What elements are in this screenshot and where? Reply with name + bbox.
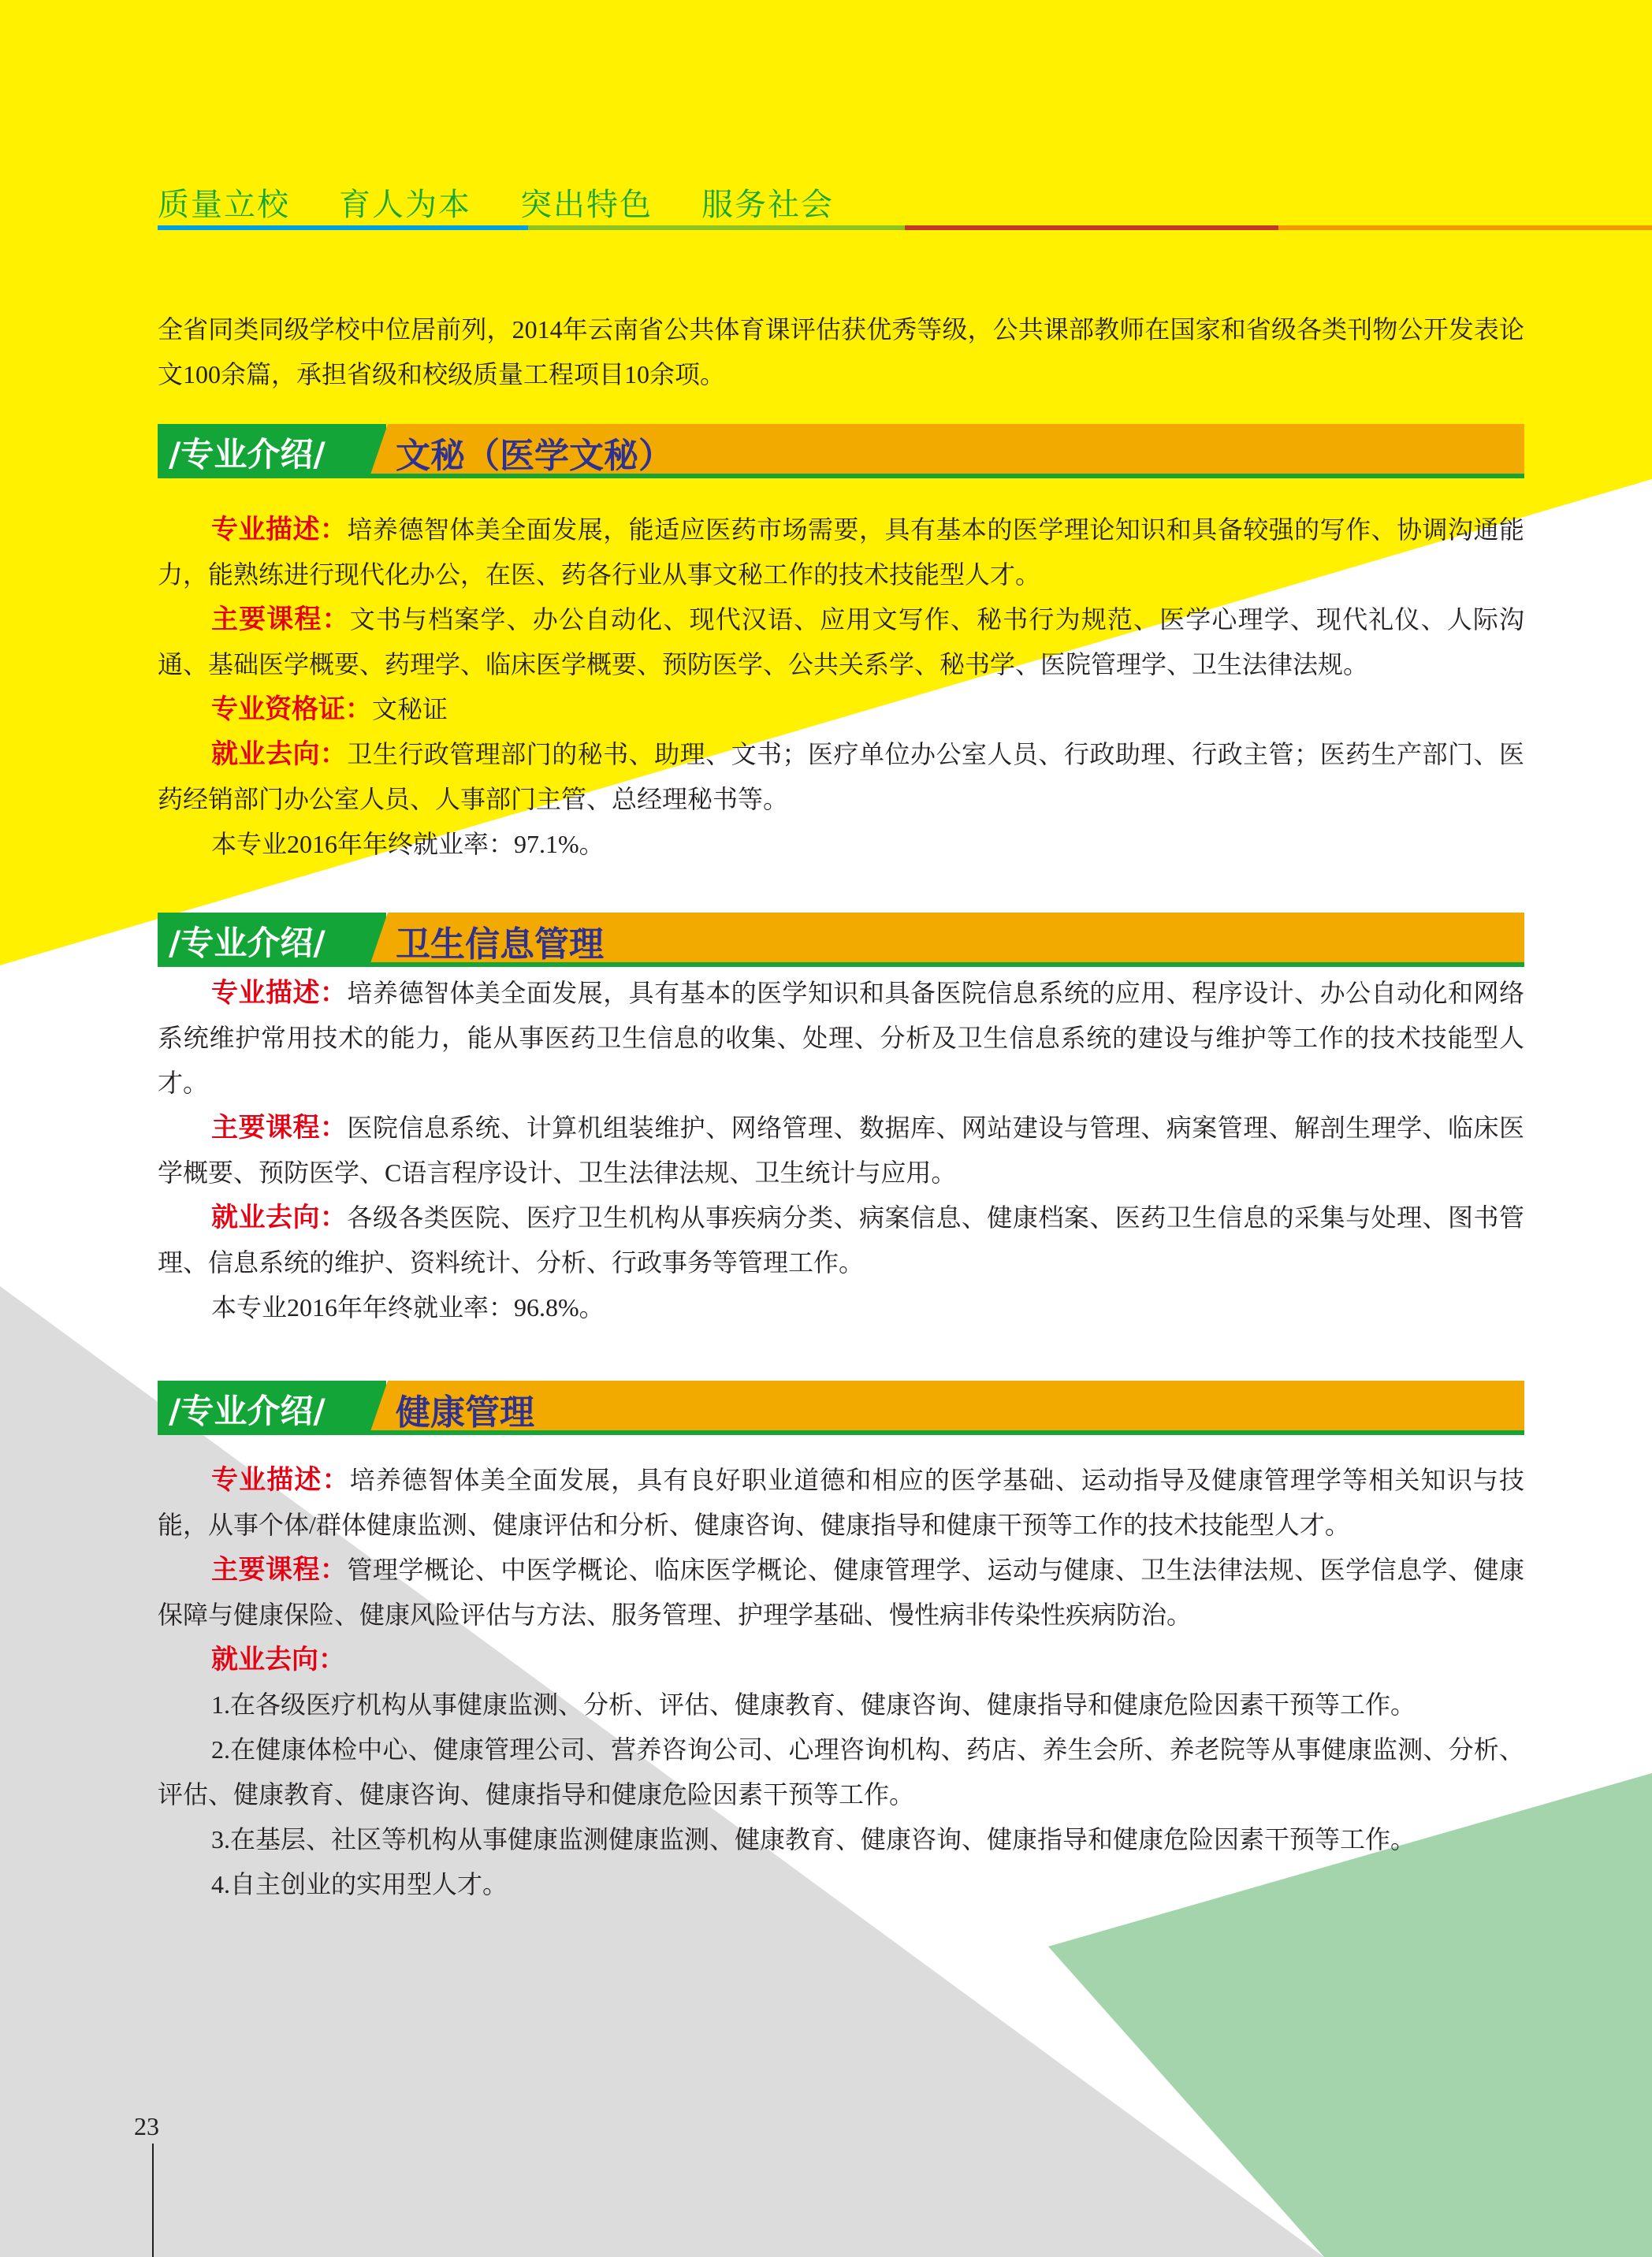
certificate-paragraph	[158, 687, 1524, 732]
description-paragraph	[158, 1458, 1524, 1548]
courses-paragraph	[158, 1106, 1524, 1195]
courses-text: 文书与档案学、办公自动化、现代汉语、应用文写作、秘书行为规范、医学心理学、现代礼仪、人际沟通、基础医学概要、药理学、临床医学概要、预防医学、公共关系学、秘书学、医院管理学、卫生法律法规。	[158, 605, 1524, 679]
jobs-list-item: 1.在各级医疗机构从事健康监测、分析、评估、健康教育、健康咨询、健康指导和健康危险因素干预等工作。	[211, 1690, 1416, 1719]
page-number: 23	[134, 2112, 159, 2140]
slogan: 育人为本	[339, 187, 471, 223]
jobs-label: 就业去向：	[211, 1644, 345, 1675]
description-label: 专业描述：	[211, 1464, 350, 1496]
jobs-list-item: 4.自主创业的实用型人才。	[211, 1870, 508, 1898]
jobs-label: 就业去向：	[211, 1202, 348, 1233]
jobs-list-item: 2.在健康体检中心、健康管理公司、营养咨询公司、心理咨询机构、药店、养生会所、养老院等从事健康监测、分析、评估、健康教育、健康咨询、健康指导和健康危险因素干预等工作。	[158, 1735, 1524, 1809]
jobs-paragraph	[158, 1195, 1524, 1285]
description-paragraph	[158, 508, 1524, 597]
header-rule-orange	[1278, 225, 1652, 230]
courses-paragraph	[158, 597, 1524, 687]
courses-label: 主要课程：	[211, 1554, 348, 1586]
jobs-paragraph	[158, 1638, 1524, 1683]
courses-paragraph	[158, 1548, 1524, 1638]
slogan: 服务社会	[701, 187, 834, 223]
description-label: 专业描述：	[211, 977, 348, 1009]
section-tag: /专业介绍/	[169, 435, 326, 474]
header-rule-green	[528, 225, 905, 230]
jobs-text: 卫生行政管理部门的秘书、助理、文书；医疗单位办公室人员、行政助理、行政主管；医药生产部门、医药经销部门办公室人员、人事部门主管、总经理秘书等。	[158, 740, 1524, 813]
header	[158, 180, 1652, 235]
courses-label: 主要课程：	[211, 604, 350, 635]
employment-rate: 本专业2016年年终就业率：97.1%。	[211, 830, 605, 858]
section-wenmi	[158, 424, 1524, 867]
description-text: 培养德智体美全面发展，能适应医药市场需要，具有基本的医学理论知识和具备较强的写作、协调沟通能力，能熟练进行现代化办公，在医、药各行业从事文秘工作的技术技能型人才。	[158, 515, 1524, 589]
courses-text: 管理学概论、中医学概论、临床医学概论、健康管理学、运动与健康、卫生法律法规、医学信息学、健康保障与健康保险、健康风险评估与方法、服务管理、护理学基础、慢性病非传染性疾病防治。	[158, 1556, 1524, 1629]
description-paragraph	[158, 971, 1524, 1106]
header-rule-red	[905, 225, 1278, 230]
section-health-management	[158, 1381, 1524, 1907]
description-text: 培养德智体美全面发展，具有基本的医学知识和具备医院信息系统的应用、程序设计、办公自动化和网络系统维护常用技术的能力，能从事医药卫生信息的收集、处理、分析及卫生信息系统的建设与维护等工作的技术技能型人才。	[158, 979, 1524, 1097]
section-tag: /专业介绍/	[169, 1392, 326, 1430]
section-header-bar	[158, 424, 1524, 479]
jobs-text: 各级各类医院、医疗卫生机构从事疾病分类、病案信息、健康档案、医药卫生信息的采集与处理、图书管理、信息系统的维护、资料统计、分析、行政事务等管理工作。	[158, 1203, 1524, 1277]
section-tag: /专业介绍/	[169, 924, 326, 962]
section-title: 健康管理	[396, 1392, 534, 1433]
employment-rate: 本专业2016年年终就业率：96.8%。	[211, 1293, 605, 1322]
slogan: 突出特色	[520, 187, 653, 223]
header-rule-blue	[158, 225, 528, 230]
courses-label: 主要课程：	[211, 1112, 348, 1143]
jobs-label: 就业去向：	[211, 738, 348, 770]
slogan-row	[158, 180, 883, 225]
jobs-list-item: 3.在基层、社区等机构从事健康监测健康监测、健康教育、健康咨询、健康指导和健康危险因素干预等工作。	[211, 1825, 1416, 1854]
section-header-bar	[158, 1381, 1524, 1436]
certificate-label: 专业资格证：	[211, 693, 372, 725]
courses-text: 医院信息系统、计算机组装维护、网络管理、数据库、网站建设与管理、病案管理、解剖生理学、临床医学概要、预防医学、C语言程序设计、卫生法律法规、卫生统计与应用。	[158, 1114, 1524, 1187]
page-number-line	[152, 2144, 154, 2257]
section-header-bar	[158, 913, 1524, 968]
slogan: 质量立校	[158, 187, 290, 223]
intro-paragraph: 全省同类同级学校中位居前列，2014年云南省公共体育课评估获优秀等级，公共课部教师在国家和省级各类刊物公开发表论文100余篇，承担省级和校级质量工程项目10余项。	[158, 315, 1524, 389]
description-text: 培养德智体美全面发展，具有良好职业道德和相应的医学基础、运动指导及健康管理学等相关知识与技能，从事个体/群体健康监测、健康评估和分析、健康咨询、健康指导和健康干预等工作的技术技能型人才。	[158, 1466, 1524, 1539]
description-label: 专业描述：	[211, 514, 348, 545]
intro-block	[158, 307, 1524, 397]
section-title: 文秘（医学文秘）	[396, 436, 673, 476]
certificate-text: 文秘证	[372, 695, 448, 723]
section-title: 卫生信息管理	[396, 924, 604, 965]
section-health-info	[158, 913, 1524, 1330]
jobs-paragraph	[158, 732, 1524, 822]
